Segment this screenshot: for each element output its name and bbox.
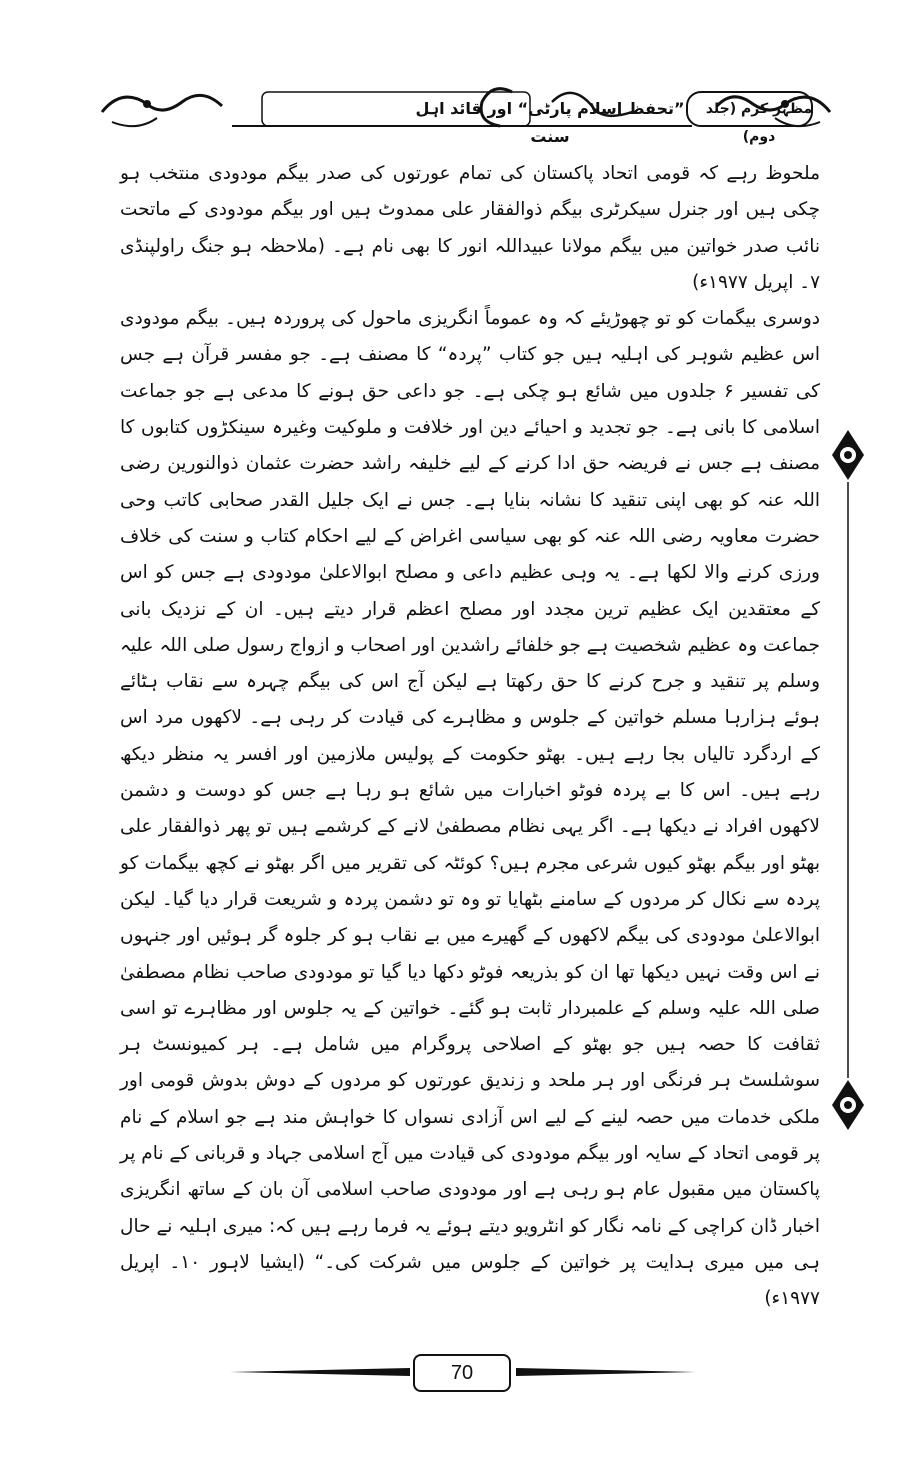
page-number: 70 [413, 1354, 511, 1392]
book-title: مظہر کرم (جلد دوم) [705, 101, 813, 145]
paragraph: ملحوظ رہے کہ قومی اتحاد پاکستان کی تمام عورتوں کی صدر بیگم مودودی منتخب ہو چکی ہیں اور جنرل سیکرٹری بیگم ذوالفقار علی ممدوٹ ہیں اور بیگم مودودی کے ماتحت نائب صدر خواتین میں بیگم مولانا عبیداللہ انور کا بھی نام ہے۔ (ملاحظہ ہو جنگ راولپنڈی ۷۔ اپریل ۱۹۷۷ء) [120, 163, 820, 293]
page-header [92, 82, 840, 146]
paragraph: دوسری بیگمات کو تو چھوڑیئے کہ وہ عموماً انگریزی ماحول کی پروردہ ہیں۔ بیگم مودودی اس عظیم شوہر کی اہلیہ ہیں جو کتاب ”پردہ“ کا مصنف ہے۔ جو مفسر قرآن ہے جس کی تفسیر ۶ جلدوں میں شائع ہو چکی ہے۔ جو داعی حق ہونے کا مدعی ہے جو جماعت اسلامی کا بانی ہے۔ جو تجدید و احیائے دین اور خلافت و ملوکیت وغیرہ سینکڑوں کتابوں کا مصنف ہے جس نے فریضہ حق ادا کرنے کے لیے خلیفہ راشد حضرت عثمان ذوالنورین رضی اللہ عنہ کو بھی اپنی تنقید کا نشانہ بنایا ہے۔ جس نے ایک جلیل القدر صحابی کاتب وحی حضرت معاویہ رضی اللہ عنہ کو بھی سیاسی اغراض کے لیے احکام کتاب و سنت کی خلاف ورزی کرنے والا لکھا ہے۔ یہ وہی عظیم داعی و مصلح ابوالاعلیٰ مودودی ہے جس کو اس کے معتقدین ایک عظیم ترین مجدد اور مصلح اعظم قرار دیتے ہیں۔ ان کے نزدیک بانی جماعت وہ عظیم شخصیت ہے جو خلفائے راشدین اور اصحاب و ازواج رسول صلی اللہ علیہ وسلم پر تنقید و جرح کرنے کا حق رکھتا ہے لیکن آج اس کی بیگم چہرہ سے نقاب ہٹائے ہوئے ہزارہا مسلم خواتین کے جلوس و مظاہرے کی قیادت کر رہی ہے۔ لاکھوں مرد اس کے اردگرد تالیاں بجا رہے ہیں۔ بھٹو حکومت کے پولیس ملازمین اور افسر یہ منظر دیکھ رہے ہیں۔ اس کا بے پردہ فوٹو اخبارات میں شائع ہو رہا ہے جس کو دوست و دشمن لاکھوں افراد نے دیکھا ہے۔ اگر یہی نظام مصطفیٰ لانے کے کرشمے ہیں تو پھر ذوالفقار علی بھٹو اور بیگم بھٹو کیوں شرعی مجرم ہیں؟ کوئٹہ کی تقریر میں اگر بھٹو نے کچھ بیگمات کو پردہ سے نکال کر مردوں کے سامنے بٹھایا تو وہ تو دشمن پردہ و شریعت قرار دیا گیا۔ لیکن ابوالاعلیٰ مودودی کی بیگم لاکھوں کے گھیرے میں بے نقاب ہو کر جلوہ گر ہوئیں اور جنہوں نے اس وقت نہیں دیکھا تھا ان کو بذریعہ فوٹو دکھا دیا گیا تو مودودی صاحب نظام مصطفیٰ صلی اللہ علیہ وسلم کے علمبردار ثابت ہو گئے۔ خواتین کے یہ جلوس اور مظاہرے تو اسی ثقافت کا حصہ ہیں جو بھٹو کے اصلاحی پروگرام میں شامل ہے۔ ہر کمیونسٹ ہر سوشلسٹ ہر فرنگی اور ہر ملحد و زندیق عورتوں کو مردوں کے دوش بدوش قومی اور ملکی خدمات میں حصہ لینے کے لیے اس آزادی نسواں کا خواہش مند ہے جو اسلام کے نام پر قومی اتحاد کے سایہ اور بیگم مودودی کی قیادت میں آج اسلامی جہاد و قربانی کے نام پر پاکستان میں مقبول عام ہو رہی ہے اور مودودی صاحب اسلامی آن بان کے ساتھ انگریزی اخبار ڈان کراچی کے نامہ نگار کو انٹرویو دیتے ہوئے یہ فرما رہے ہیں کہ: میری اہلیہ نے حال ہی میں میری ہدایت پر خواتین کے جلوس میں شرکت کی۔“ (ایشیا لاہور ۱۰۔ اپریل ۱۹۷۷ء) [120, 308, 820, 1310]
ornament-top-medallion [832, 430, 864, 480]
body-text [120, 156, 820, 1318]
ornament-bottom-medallion [832, 1080, 864, 1130]
side-ornament [828, 430, 868, 1130]
page-footer [230, 1352, 696, 1396]
chapter-title: ”تحفظ اسلام پارٹی“ اور قائد اہل سنت [415, 99, 685, 146]
